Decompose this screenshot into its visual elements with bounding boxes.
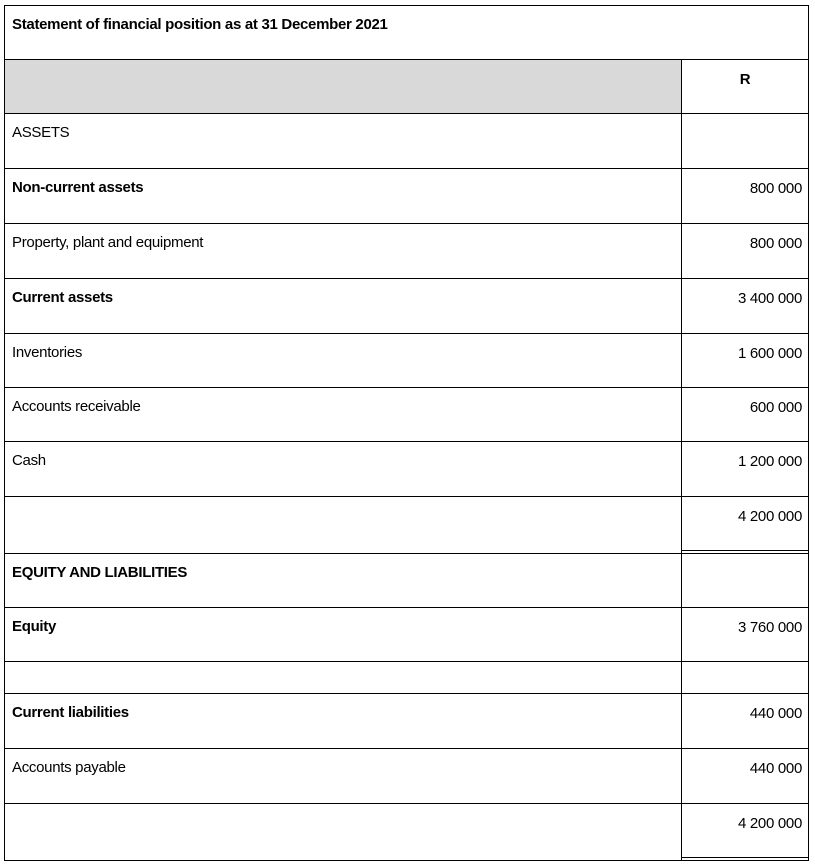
statement-title: Statement of financial position as at 31 December 2021 (12, 16, 388, 33)
row-label-current-assets: Current assets (12, 289, 113, 306)
table-row (4, 608, 809, 662)
header-amount-cell (682, 60, 808, 113)
statement-title-row (4, 5, 809, 60)
column-header-row (4, 60, 809, 114)
table-row (4, 334, 809, 388)
row-amount: 600 000 (749, 399, 802, 416)
row-amount: 1 600 000 (737, 345, 802, 362)
total-assets-row (4, 497, 809, 554)
row-amount: 440 000 (749, 705, 802, 722)
section-heading-assets: ASSETS (12, 124, 70, 141)
table-row (4, 442, 809, 497)
row-amount: 1 200 000 (737, 453, 802, 470)
row-amount: 3 400 000 (737, 290, 802, 307)
row-amount: 440 000 (749, 760, 802, 777)
row-label-accounts-payable: Accounts payable (12, 759, 126, 776)
double-underline (682, 857, 808, 861)
table-row (4, 169, 809, 224)
row-label-equity: Equity (12, 618, 57, 635)
table-row (4, 388, 809, 442)
row-label-current-liabilities: Current liabilities (12, 704, 129, 721)
row-label-inventories: Inventories (12, 344, 83, 361)
currency-header: R (739, 71, 751, 88)
spacer-row (4, 662, 809, 694)
total-assets-amount: 4 200 000 (737, 508, 802, 525)
table-row (4, 554, 809, 608)
table-row (4, 694, 809, 749)
header-label-cell (5, 60, 682, 113)
row-label-cash: Cash (12, 452, 46, 469)
row-amount: 800 000 (749, 180, 802, 197)
row-label-ppe: Property, plant and equipment (12, 234, 204, 251)
total-equity-liabilities-amount: 4 200 000 (737, 815, 802, 832)
row-amount: 800 000 (749, 235, 802, 252)
financial-position-table (4, 5, 809, 861)
table-row (4, 114, 809, 169)
table-row (4, 279, 809, 334)
row-label-accounts-receivable: Accounts receivable (12, 398, 141, 415)
table-row (4, 224, 809, 279)
total-equity-liabilities-row (4, 804, 809, 861)
row-label-non-current-assets: Non-current assets (12, 179, 144, 196)
table-row (4, 749, 809, 804)
row-amount: 3 760 000 (737, 619, 802, 636)
section-heading-equity-liabilities: EQUITY AND LIABILITIES (12, 564, 188, 581)
